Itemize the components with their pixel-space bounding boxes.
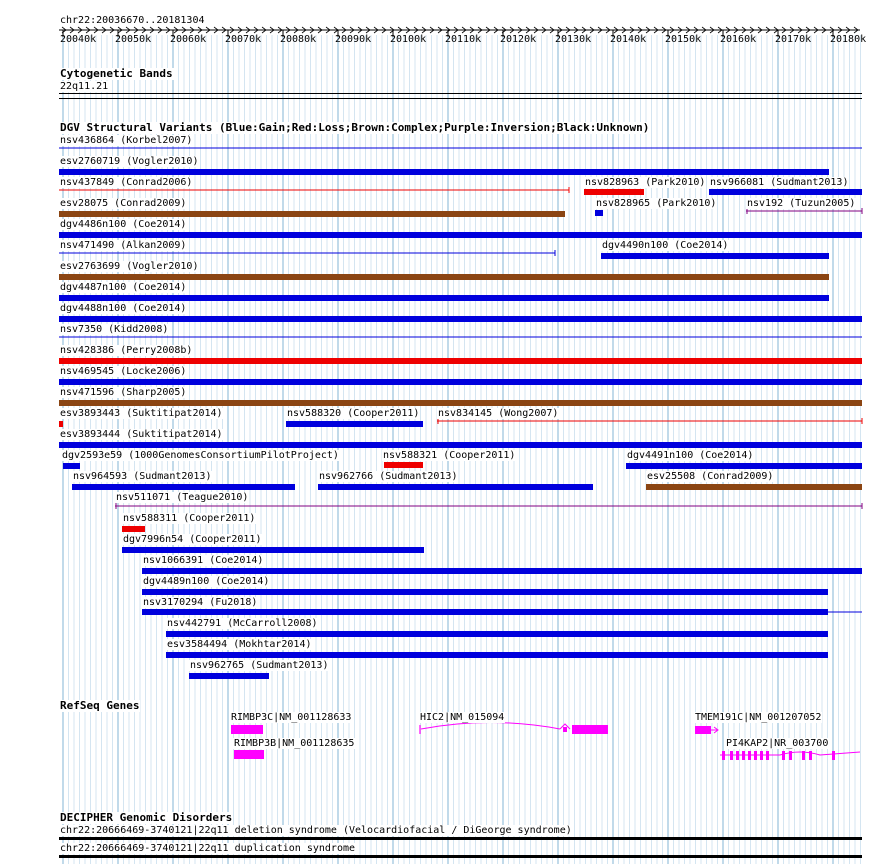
- dgv-feature-bar: [59, 316, 862, 322]
- dgv-feature-bar: [59, 421, 63, 427]
- dgv-feature-label[interactable]: nsv469545 (Locke2006): [60, 366, 187, 377]
- dgv-feature-label[interactable]: esv3893443 (Suktitipat2014): [60, 408, 223, 419]
- dgv-feature-label[interactable]: dgv2593e59 (1000GenomesConsortiumPilotProject): [62, 450, 339, 461]
- dgv-feature-label[interactable]: dgv4490n100 (Coe2014): [602, 240, 729, 251]
- dgv-feature-bar: [59, 358, 862, 364]
- dgv-feature-bar: [122, 526, 145, 532]
- decipher-feature-bar[interactable]: [59, 855, 862, 858]
- gene-exon: [782, 751, 785, 760]
- ruler-tick-label: 20120k: [500, 34, 537, 45]
- gene-intron-line: [421, 723, 560, 730]
- dgv-feature-bar: [601, 253, 829, 259]
- decipher-feature-label[interactable]: chr22:20666469-3740121|22q11 duplication syndrome: [60, 843, 356, 854]
- dgv-feature-bar: [189, 673, 269, 679]
- dgv-feature-bar: [646, 484, 862, 490]
- gene-exon: [832, 751, 835, 760]
- dgv-feature-label[interactable]: nsv828963 (Park2010): [585, 177, 706, 188]
- dgv-feature-label[interactable]: dgv7996n54 (Cooper2011): [123, 534, 262, 545]
- refseq-track-title: RefSeq Genes: [60, 699, 140, 712]
- dgv-feature-label[interactable]: nsv7350 (Kidd2008): [60, 324, 169, 335]
- gene-exon: [748, 751, 751, 760]
- decipher-feature-bar[interactable]: [59, 837, 862, 840]
- dgv-feature-bar: [63, 463, 80, 469]
- ruler-tick-label: 20160k: [720, 34, 757, 45]
- dgv-feature-label[interactable]: nsv437849 (Conrad2006): [60, 177, 193, 188]
- ruler-tick-label: 20060k: [170, 34, 207, 45]
- dgv-feature-label[interactable]: nsv3170294 (Fu2018): [143, 597, 258, 608]
- cytoband-line-bottom: [59, 98, 862, 99]
- dgv-feature-bar: [166, 652, 828, 658]
- gene-exon: [809, 751, 812, 760]
- dgv-feature-label[interactable]: nsv588321 (Cooper2011): [383, 450, 516, 461]
- dgv-feature-label[interactable]: esv25508 (Conrad2009): [647, 471, 774, 482]
- dgv-feature-label[interactable]: nsv828965 (Park2010): [596, 198, 717, 209]
- dgv-feature-label[interactable]: dgv4488n100 (Coe2014): [60, 303, 187, 314]
- dgv-feature-label[interactable]: esv2760719 (Vogler2010): [60, 156, 199, 167]
- dgv-feature-label[interactable]: nsv436864 (Korbel2007): [60, 135, 193, 146]
- dgv-feature-bar: [59, 379, 862, 385]
- ruler-tick-label: 20050k: [115, 34, 152, 45]
- dgv-feature-bar: [59, 295, 829, 301]
- decipher-track-title: DECIPHER Genomic Disorders: [60, 811, 233, 824]
- dgv-feature-bar: [584, 189, 644, 195]
- dgv-track-title: DGV Structural Variants (Blue:Gain;Red:Loss;Brown:Complex;Purple:Inversion;Black:Unknown): [60, 121, 650, 134]
- dgv-feature-bar: [59, 442, 862, 448]
- dgv-feature-label[interactable]: nsv192 (Tuzun2005): [747, 198, 856, 209]
- dgv-feature-bar: [142, 568, 862, 574]
- dgv-feature-label[interactable]: nsv966081 (Sudmant2013): [710, 177, 849, 188]
- gene-exon: [736, 751, 739, 760]
- dgv-feature-bar: [318, 484, 593, 490]
- dgv-feature-label[interactable]: esv3584494 (Mokhtar2014): [167, 639, 312, 650]
- dgv-feature-label[interactable]: dgv4489n100 (Coe2014): [143, 576, 270, 587]
- dgv-feature-label[interactable]: nsv471490 (Alkan2009): [60, 240, 187, 251]
- cytoband-label: 22q11.21: [60, 81, 109, 92]
- dgv-feature-bar: [59, 400, 862, 406]
- dgv-feature-label[interactable]: esv3893444 (Suktitipat2014): [60, 429, 223, 440]
- ruler-tick-label: 20140k: [610, 34, 647, 45]
- gene-exon: [766, 751, 769, 760]
- dgv-feature-bar: [59, 211, 565, 217]
- dgv-feature-label[interactable]: dgv4491n100 (Coe2014): [627, 450, 754, 461]
- dgv-feature-label[interactable]: dgv4486n100 (Coe2014): [60, 219, 187, 230]
- dgv-feature-label[interactable]: dgv4487n100 (Coe2014): [60, 282, 187, 293]
- dgv-feature-bar: [122, 547, 424, 553]
- gene-exon: [695, 726, 711, 734]
- refseq-gene-label[interactable]: PI4KAP2|NR_003700: [726, 738, 829, 749]
- ruler-tick-label: 20180k: [830, 34, 867, 45]
- ruler-tick-label: 20070k: [225, 34, 262, 45]
- dgv-feature-label[interactable]: esv2763699 (Vogler2010): [60, 261, 199, 272]
- dgv-feature-label[interactable]: nsv962766 (Sudmant2013): [319, 471, 458, 482]
- dgv-feature-bar: [72, 484, 295, 490]
- decipher-feature-label[interactable]: chr22:20666469-3740121|22q11 deletion syndrome (Velocardiofacial / DiGeorge syndrome): [60, 825, 572, 836]
- gene-exon: [563, 727, 567, 732]
- dgv-feature-bar: [595, 210, 603, 216]
- dgv-feature-label[interactable]: nsv471596 (Sharp2005): [60, 387, 187, 398]
- dgv-feature-label[interactable]: nsv428386 (Perry2008b): [60, 345, 193, 356]
- dgv-feature-bar: [286, 421, 423, 427]
- ruler-tick-label: 20080k: [280, 34, 317, 45]
- dgv-feature-bar: [59, 169, 829, 175]
- cytoband-line-top: [59, 93, 862, 94]
- ruler-tick-label: 20170k: [775, 34, 812, 45]
- gene-exon: [231, 725, 263, 734]
- dgv-feature-bar: [166, 631, 828, 637]
- dgv-feature-label[interactable]: nsv511071 (Teague2010): [116, 492, 249, 503]
- dgv-feature-label[interactable]: nsv442791 (McCarroll2008): [167, 618, 318, 629]
- gene-exon: [722, 751, 725, 760]
- dgv-feature-bar: [142, 589, 828, 595]
- gene-exon: [802, 751, 805, 760]
- refseq-gene-label[interactable]: TMEM191C|NM_001207052: [695, 712, 822, 723]
- ruler-tick-label: 20100k: [390, 34, 427, 45]
- ruler-tick-label: 20090k: [335, 34, 372, 45]
- dgv-feature-label[interactable]: nsv588320 (Cooper2011): [287, 408, 420, 419]
- dgv-feature-bar: [59, 274, 829, 280]
- dgv-feature-bar: [384, 462, 423, 468]
- cytoband-track-title: Cytogenetic Bands: [60, 67, 173, 80]
- dgv-feature-label[interactable]: nsv962765 (Sudmant2013): [190, 660, 329, 671]
- dgv-feature-label[interactable]: nsv834145 (Wong2007): [438, 408, 559, 419]
- ruler-range: chr22:20036670..20181304: [60, 15, 205, 26]
- gene-exon: [572, 725, 608, 734]
- gene-exon: [234, 750, 264, 759]
- ruler-tick-label: 20110k: [445, 34, 482, 45]
- gene-exon: [730, 751, 733, 760]
- refseq-gene-label[interactable]: RIMBP3B|NM_001128635: [234, 738, 355, 749]
- gene-exon: [754, 751, 757, 760]
- gene-exon: [742, 751, 745, 760]
- gene-exon: [789, 751, 792, 760]
- refseq-gene-label[interactable]: RIMBP3C|NM_001128633: [231, 712, 352, 723]
- gene-exon: [760, 751, 763, 760]
- dgv-feature-label[interactable]: nsv588311 (Cooper2011): [123, 513, 256, 524]
- dgv-feature-label[interactable]: nsv1066391 (Coe2014): [143, 555, 264, 566]
- refseq-gene-label[interactable]: HIC2|NM_015094: [420, 712, 505, 723]
- dgv-feature-label[interactable]: esv28075 (Conrad2009): [60, 198, 187, 209]
- ruler-tick-label: 20040k: [60, 34, 97, 45]
- ruler-tick-label: 20150k: [665, 34, 702, 45]
- dgv-feature-label[interactable]: nsv964593 (Sudmant2013): [73, 471, 212, 482]
- dgv-feature-bar: [626, 463, 862, 469]
- dgv-feature-bar: [709, 189, 862, 195]
- ruler-tick-label: 20130k: [555, 34, 592, 45]
- dgv-feature-bar: [59, 232, 862, 238]
